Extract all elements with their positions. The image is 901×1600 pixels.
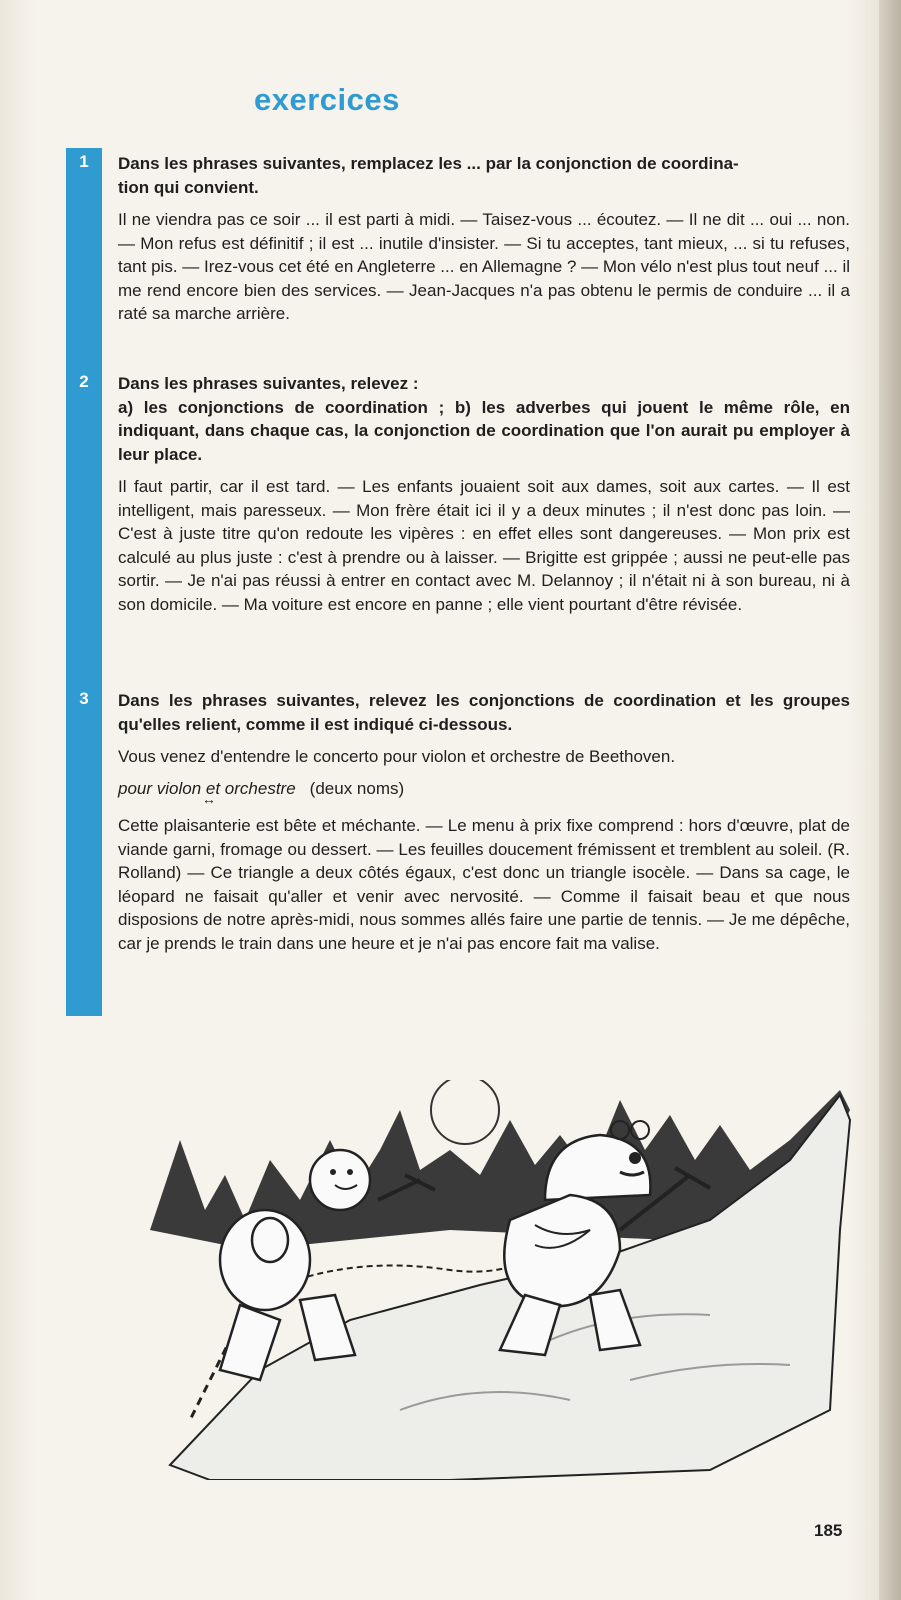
exercise-1-instruction (118, 152, 850, 199)
exercise-1 (118, 152, 850, 326)
instruction-line: a) les conjonctions de coordination ; b) les adverbes qui jouent le même rôle, en indiquant, dans chaque cas, la conjonction de coordination que l'on aurait pu employer à leur place. (118, 397, 850, 464)
instruction-line: Dans les phrases suivantes, relevez les conjonctions de coordination et les groupes qu'elles relient, comme il est indiqué ci-dessous. (118, 691, 850, 734)
example-right-group: orchestre (220, 778, 296, 798)
instruction-line: Dans les phrases suivantes, remplacez les ... par la conjonction de coordina- (118, 154, 739, 173)
link-arrow-icon (206, 777, 220, 801)
page-title: exercices (254, 82, 400, 117)
example-conjunction: et (205, 778, 221, 798)
mountain-climbers-illustration (150, 1080, 860, 1480)
exercise-margin-bar (66, 148, 102, 1016)
exercise-number-1: 1 (79, 152, 89, 171)
instruction-line: Dans les phrases suivantes, relevez : (118, 374, 419, 393)
exercise-2 (118, 372, 850, 616)
example-left-group: pour violon (118, 778, 206, 798)
exercise-number-2: 2 (79, 372, 89, 391)
exercise-3 (118, 689, 850, 955)
page-number: 185 (814, 1521, 843, 1540)
exercise-2-instruction (118, 372, 850, 466)
exercise-1-text: Il ne viendra pas ce soir ... il est parti à midi. — Taisez-vous ... écoutez. — Il ne dit ... oui ... non. — Mon refus est définitif ; il est ... inutile d'insister. — Si tu acceptes, tant mieux, ... si tu refuses, tant pis. — Irez-vous cet été en Angleterre ... en Allemagne ? — Mon vélo n'est plus tout neuf ... il me rend encore bien des services. — Jean-Jacques n'a pas obtenu le permis de conduire ... il a raté sa marche arrière. (118, 210, 850, 323)
exercise-3-example-analysis (118, 777, 850, 801)
exercise-number-3: 3 (79, 689, 89, 708)
instruction-line: tion qui convient. (118, 177, 259, 197)
exercise-3-text: Cette plaisanterie est bête et méchante. — Le menu à prix fixe comprend : hors d'œuvre, plat de viande garni, fromage ou dessert. — Les feuilles doucement frémissent et tremblent au soleil. (R. Rolland) — Ce triangle a deux côtés égaux, c'est donc un triangle isocèle. — Dans sa cage, le léopard ne faisait qu'aller et venir avec nervosité. — Comme il faisait beau et que nous disposions de notre après-midi, nous sommes allés faire une partie de tennis. — Je me dépêche, car je prends le train dans une heure et je n'ai pas encore fait ma valise. (118, 816, 850, 953)
example-note: (deux noms) (309, 778, 405, 798)
book-spine-shadow (879, 0, 901, 1600)
exercise-2-text: Il faut partir, car il est tard. — Les enfants jouaient soit aux dames, soit aux cartes. — Il est intelligent, mais paresseux. — Mon frère était ici il y a deux minutes ; il n'est donc pas loin. — C'est à juste titre qu'on redoute les vipères : en effet elles sont dangereuses. — Mon prix est calculé au plus juste : c'est à prendre ou à laisser. — Brigitte est grippée ; aussi ne peut-elle pas sortir. — Je n'ai pas réussi à entrer en contact avec M. Delannoy ; il n'était ni à son bureau, ni à son domicile. — Ma voiture est encore en panne ; elle vient pourtant d'être révisée. (118, 477, 850, 614)
exercise-3-instruction (118, 689, 850, 736)
exercise-3-example: Vous venez d'entendre le concerto pour violon et orchestre de Beethoven. (118, 747, 676, 766)
